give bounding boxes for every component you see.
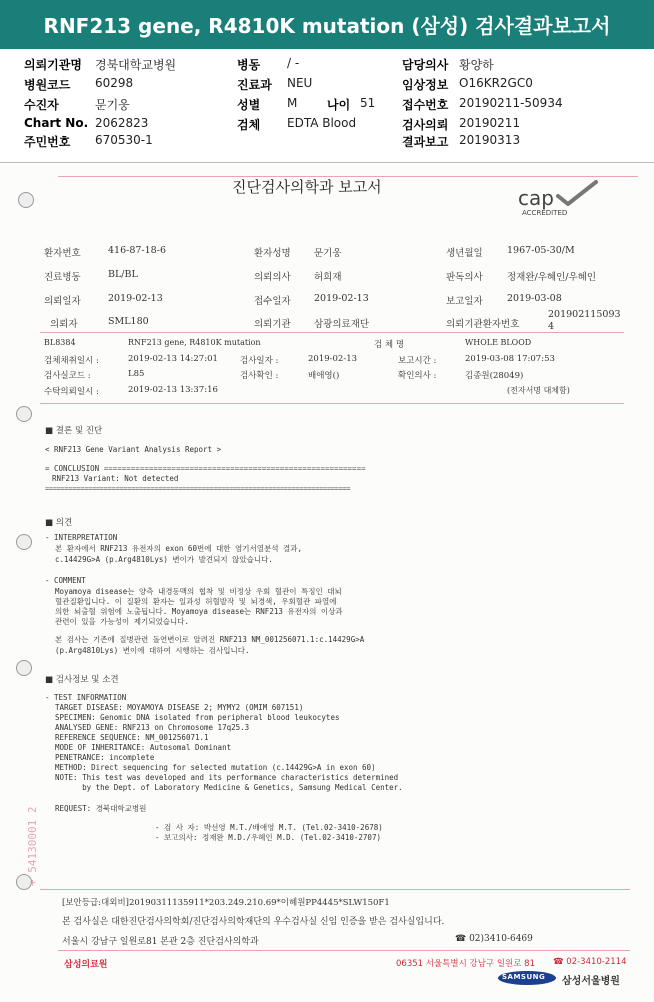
patient-value: 삼광의료재단: [314, 319, 370, 330]
field-label: 검체: [237, 118, 261, 132]
testinfo-line: SPECIMEN: Genomic DNA isolated from peripheral blood leukocytes: [55, 713, 340, 722]
patient-label: 보고일자: [446, 296, 483, 307]
patient-label: 의뢰자: [50, 319, 78, 330]
patient-value: 2019-03-08: [507, 293, 562, 304]
patient-value: 허희재: [314, 272, 342, 283]
info-label: 검사확인 :: [240, 371, 279, 381]
field-label: 성별: [237, 98, 261, 112]
field-label: 검사의뢰: [402, 118, 449, 132]
field-label: 주민번호: [24, 135, 71, 149]
hospital-name: 삼성의료원: [64, 960, 108, 970]
comment-line: 혈관질환입니다. 이 질환의 환자는 일과성 허혈발작 및 뇌경색, 우회혈관 파열에: [55, 597, 337, 606]
comment-line: 관련이 있을 가능성이 제기되었습니다.: [55, 617, 189, 626]
samsung-logo: [498, 969, 630, 989]
info-value: 김종원(28049): [465, 371, 524, 381]
hospital-logo-text: 삼성서울병원: [562, 976, 620, 987]
patient-value: 정재완/우혜인/우혜인: [507, 272, 596, 283]
patient-value: 416-87-18-6: [108, 245, 166, 256]
result-heading: ■ 결론 및 진단: [45, 426, 103, 436]
patient-label: 환자성명: [254, 248, 291, 259]
conclusion-label: = CONCLUSION: [45, 464, 104, 473]
patient-label: 생년월일: [446, 248, 483, 259]
comment-line: 의한 뇌출혈 위험에 노출됩니다. Moyamoya disease는 RNF213 유전자의 이상과: [55, 607, 343, 616]
cap-logo-text: cap: [518, 186, 554, 210]
info-label: 수탁의뢰일시 :: [44, 387, 99, 397]
request-line: REQUEST: 경북대학교병원: [55, 804, 147, 813]
info-value: 2019-02-13 14:27:01: [128, 354, 218, 364]
field-label: 의뢰기관명: [24, 58, 82, 72]
field-label: 병동: [237, 58, 261, 72]
patient-label: 의뢰일자: [44, 296, 81, 307]
patient-label: 환자번호: [44, 248, 81, 259]
footer-rule: [58, 950, 630, 951]
field-label: 수진자: [24, 98, 59, 112]
info-value: 2019-02-13 13:37:16: [128, 385, 218, 395]
conclusion-line: [45, 464, 366, 473]
field-value: 20190313: [459, 133, 521, 147]
field-value: 2062823: [95, 116, 149, 130]
info-value: 배애영(): [308, 371, 340, 381]
testinfo-line: MODE OF INHERITANCE: Autosomal Dominant: [55, 743, 232, 752]
testinfo-line: NOTE: This test was developed and its performance characteristics determined: [55, 773, 399, 782]
field-value: M: [287, 96, 298, 110]
field-label: 나이: [327, 98, 351, 112]
info-label: 검체채취일시 :: [44, 356, 99, 366]
samsung-logo-text: SAMSUNG: [502, 973, 546, 981]
patient-value: 201902115093: [548, 309, 621, 320]
binder-hole: [16, 406, 32, 422]
field-label: 임상정보: [402, 78, 449, 92]
field-label: 진료과: [237, 78, 272, 92]
patient-value: 2019-02-13: [314, 293, 369, 304]
field-value: NEU: [287, 76, 313, 90]
patient-label: 의뢰의사: [254, 272, 291, 283]
info-value: 2019-03-08 17:07:53: [465, 354, 555, 364]
test-code: BL8384: [44, 338, 76, 347]
cert-line: 본 검사실은 대한진단검사의학회/진단검사의학재단의 우수검사실 신임 인증을 받은 검사실입니다.: [62, 917, 445, 927]
section-rule: [40, 332, 624, 333]
section-rule: [40, 889, 630, 890]
field-value: 60298: [95, 76, 134, 90]
bottom-phone: ☎ 02-3410-2114: [553, 957, 627, 967]
cap-accredited-text: ACCREDITED: [522, 209, 568, 217]
checkmark-icon: [554, 180, 598, 206]
patient-value: 1967-05-30/M: [507, 245, 575, 256]
rule-line: ==============================================================================: [45, 485, 351, 493]
header-divider: [0, 162, 654, 163]
note-line: 본 검사는 기존에 질병관련 돌연변이로 알려진 RNF213 NM_001256071.1:c.14429G>A: [55, 635, 365, 644]
scanned-report: [0, 166, 654, 1002]
interpretation-line: c.14429G>A (p.Arg4810Lys) 변이가 발견되지 않았습니다.: [55, 555, 273, 564]
specimen-value: WHOLE BLOOD: [465, 338, 532, 347]
patient-label: 판독의사: [446, 272, 483, 283]
report-banner-title: RNF213 gene, R4810K mutation (삼성) 검사결과보고서: [43, 14, 611, 38]
cap-accredited-logo: [518, 186, 598, 222]
testinfo-line: TARGET DISEASE: MOYAMOYA DISEASE 2; MYMY2 (OMIM 607151): [55, 703, 304, 712]
comment-heading: - COMMENT: [45, 576, 86, 585]
opinion-heading: ■ 의견: [45, 518, 73, 528]
interpretation-line: 본 환자에서 RNF213 유전자의 exon 60번에 대한 염기서열분석 결과,: [55, 544, 302, 553]
security-line: [보안등급:대외비]20190311135911*203.249.210.69*이혜원PP4445*SLW150F1: [62, 898, 390, 908]
specimen-label: 검 체 명: [374, 340, 405, 350]
field-value: 670530-1: [95, 133, 153, 147]
header-fields: [0, 56, 654, 160]
bottom-address: 06351 서울특별시 강남구 일원로 81: [396, 959, 535, 969]
binder-hole: [16, 534, 32, 550]
binder-hole: [16, 660, 32, 676]
info-label: 확인의사 :: [398, 371, 437, 381]
patient-label: 접수일자: [254, 296, 291, 307]
info-value: 2019-02-13: [308, 354, 358, 364]
tester-line: - 검 사 자: 박선영 M.T./배애영 M.T. (Tel.02-3410-2678): [155, 823, 383, 832]
phone-line: ☎ 02)3410-6469: [455, 934, 533, 944]
field-value: / -: [287, 56, 300, 70]
comment-line: Moyamoya disease는 양측 내경동맥의 협착 및 비정상 우회 혈관이 특징인 대뇌: [55, 587, 342, 596]
esign-note: (전자서명 대체함): [507, 386, 570, 395]
side-stamp: + 54130001 2: [26, 806, 39, 886]
info-label: 보고시간 :: [398, 356, 437, 366]
field-label: Chart No.: [24, 116, 89, 130]
patient-value: 문기웅: [314, 248, 342, 259]
field-label: 접수번호: [402, 98, 449, 112]
patient-value: SML180: [108, 316, 149, 327]
patient-value: 2019-02-13: [108, 293, 163, 304]
testinfo-subheading: - TEST INFORMATION: [45, 693, 127, 702]
patient-value: 4: [548, 321, 555, 332]
info-label: 검사일자 :: [240, 356, 279, 366]
report-banner: [0, 0, 654, 49]
testinfo-line: REFERENCE SEQUENCE: NM_001256071.1: [55, 733, 209, 742]
info-label: 검사실코드 :: [44, 371, 91, 381]
field-value: 20190211-50934: [459, 96, 563, 110]
field-label: 결과보고: [402, 135, 449, 149]
binder-hole: [18, 192, 34, 208]
address-line: 서울시 강남구 일원로81 본관 2층 진단검사의학과: [62, 937, 259, 947]
field-label: 병원코드: [24, 78, 71, 92]
variant-result: RNF213 Variant: Not detected: [52, 474, 179, 483]
test-name: RNF213 gene, R4810K mutation: [128, 338, 261, 347]
field-label: 담당의사: [402, 58, 449, 72]
field-value: 문기웅: [95, 98, 130, 112]
rule-line: ==========================================================: [103, 464, 366, 473]
field-value: 51: [360, 96, 376, 110]
testinfo-line: by the Dept. of Laboratory Medicine & Genetics, Samsung Medical Center.: [55, 783, 403, 792]
result-subtitle: < RNF213 Gene Variant Analysis Report >: [45, 445, 222, 454]
field-value: 20190211: [459, 116, 521, 130]
testinfo-line: METHOD: Direct sequencing for selected mutation (c.14429G>A in exon 60): [55, 763, 376, 772]
report-title: 진단검사의학과 보고서: [232, 178, 382, 196]
note-line: (p.Arg4810Lys) 변이에 대하여 시행하는 검사입니다.: [55, 646, 250, 655]
patient-label: 의뢰기관환자번호: [446, 319, 520, 330]
patient-value: BL/BL: [108, 269, 138, 280]
patient-label: 진료병동: [44, 272, 81, 283]
field-value: O16KR2GC0: [459, 76, 533, 90]
field-value: EDTA Blood: [287, 116, 357, 130]
section-rule: [40, 403, 624, 404]
field-value: 경북대학교병원: [95, 58, 177, 72]
patient-label: 의뢰기관: [254, 319, 291, 330]
info-value: L85: [128, 369, 145, 379]
reporter-line: - 보고의사: 정재완 M.D./우혜인 M.D. (Tel.02-3410-2707): [155, 833, 381, 842]
testinfo-line: ANALYSED GENE: RNF213 on Chromosome 17q25.3: [55, 723, 250, 732]
testinfo-heading: ■ 검사정보 및 소견: [45, 675, 119, 685]
field-value: 황양하: [459, 58, 494, 72]
interpretation-heading: - INTERPRETATION: [45, 533, 118, 542]
testinfo-line: PENETRANCE: incomplete: [55, 753, 155, 762]
